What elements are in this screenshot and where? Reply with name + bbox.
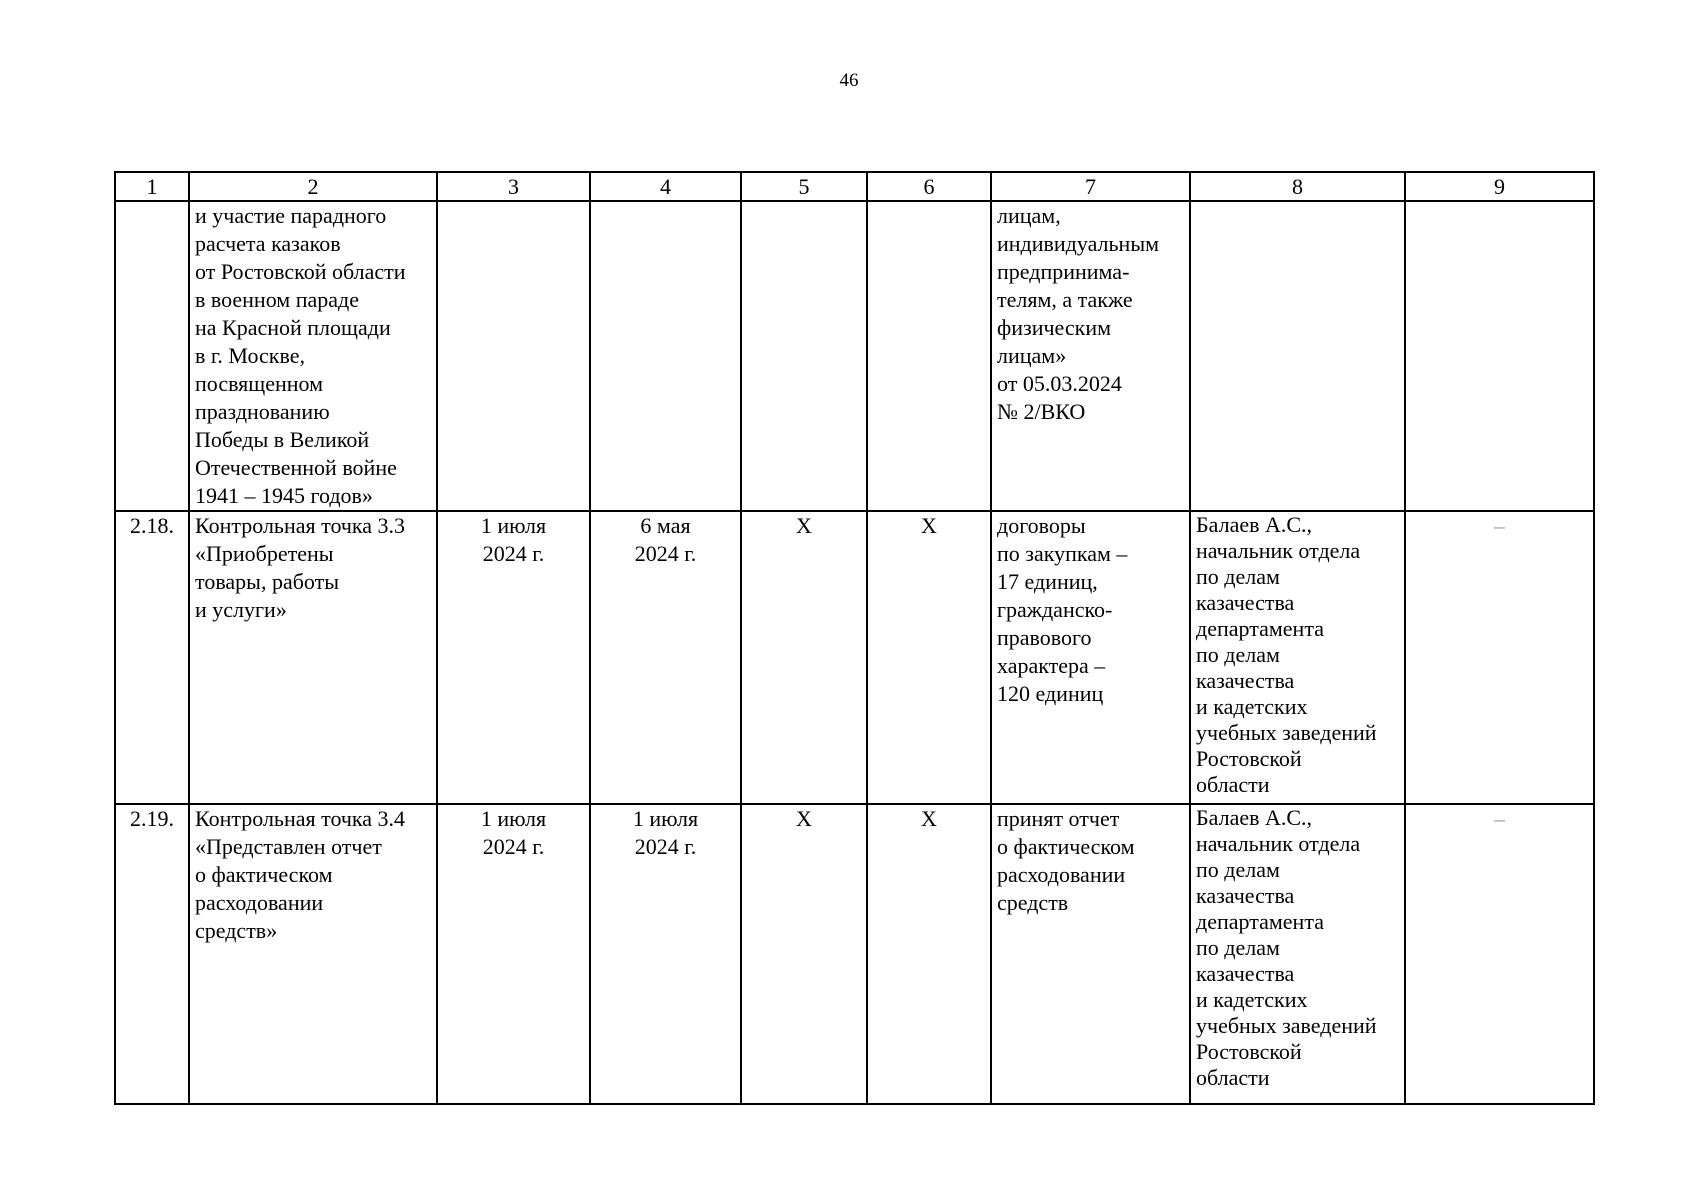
header-col-6: 6: [867, 172, 991, 201]
header-col-2: 2: [189, 172, 437, 201]
row-number-cell: 2.18.: [115, 511, 189, 804]
col5-cell: X: [741, 804, 867, 1104]
notes-cell: –: [1405, 804, 1594, 1104]
result-cell: лицам, индивидуальным предпринима- телям, а также физическим лицам» от 05.03.2024 № 2/ВКО: [991, 201, 1190, 511]
header-row: [115, 172, 1594, 201]
notes-cell: –: [1405, 511, 1594, 804]
planned-date-cell: 1 июля 2024 г.: [437, 511, 590, 804]
event-name-cell: и участие парадного расчета казаков от Ростовской области в военном параде на Красной площади в г. Москве, посвященном празднованию Победы в Великой Отечественной войне 1941 – 1945 годов»: [189, 201, 437, 511]
row-number-cell: 2.19.: [115, 804, 189, 1104]
col6-cell: X: [867, 804, 991, 1104]
col6-cell: [867, 201, 991, 511]
plan-table: [114, 171, 1595, 1105]
table-row: [115, 201, 1594, 511]
col5-cell: [741, 201, 867, 511]
header-col-9: 9: [1405, 172, 1594, 201]
header-col-3: 3: [437, 172, 590, 201]
col5-cell: X: [741, 511, 867, 804]
result-cell: принят отчет о фактическом расходовании средств: [991, 804, 1190, 1104]
actual-date-cell: 1 июля 2024 г.: [590, 804, 741, 1104]
responsible-cell: Балаев А.С., начальник отдела по делам казачества департамента по делам казачества и кадетских учебных заведений Ростовской области: [1190, 804, 1405, 1104]
event-name-cell: Контрольная точка 3.4 «Представлен отчет о фактическом расходовании средств»: [189, 804, 437, 1104]
header-col-7: 7: [991, 172, 1190, 201]
table-row: [115, 804, 1594, 1104]
result-cell: договоры по закупкам – 17 единиц, гражданско- правового характера – 120 единиц: [991, 511, 1190, 804]
planned-date-cell: 1 июля 2024 г.: [437, 804, 590, 1104]
notes-cell: [1405, 201, 1594, 511]
event-name-cell: Контрольная точка 3.3 «Приобретены товары, работы и услуги»: [189, 511, 437, 804]
actual-date-cell: [590, 201, 741, 511]
header-col-1: 1: [115, 172, 189, 201]
responsible-cell: Балаев А.С., начальник отдела по делам казачества департамента по делам казачества и кадетских учебных заведений Ростовской области: [1190, 511, 1405, 804]
header-col-8: 8: [1190, 172, 1405, 201]
header-col-5: 5: [741, 172, 867, 201]
table-row: [115, 511, 1594, 804]
header-col-4: 4: [590, 172, 741, 201]
actual-date-cell: 6 мая 2024 г.: [590, 511, 741, 804]
responsible-cell: [1190, 201, 1405, 511]
planned-date-cell: [437, 201, 590, 511]
page-number: 46: [839, 70, 859, 91]
col6-cell: X: [867, 511, 991, 804]
row-number-cell: [115, 201, 189, 511]
